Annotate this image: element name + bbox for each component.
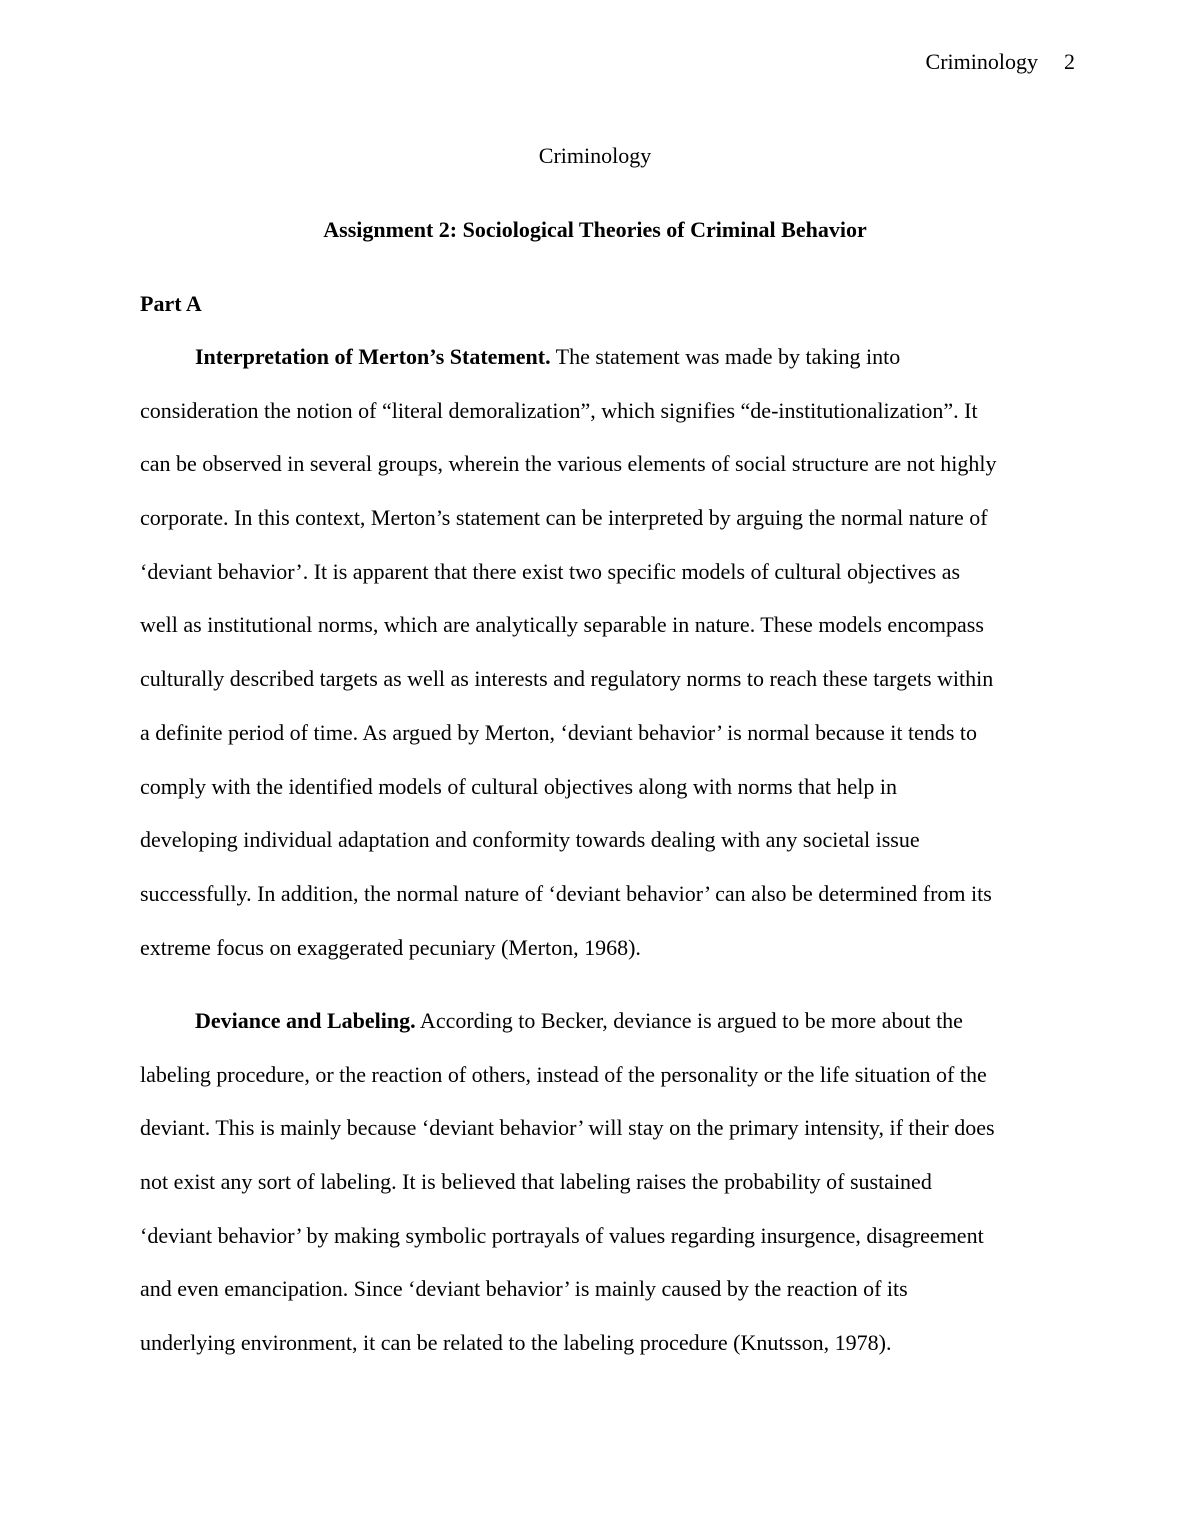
- paragraph-line: not exist any sort of labeling. It is believed that labeling raises the probability of sustained: [140, 1169, 932, 1195]
- paragraph-labeling: [140, 1007, 1052, 1383]
- paragraph-line: and even emancipation. Since ‘deviant behavior’ is mainly caused by the reaction of its: [140, 1276, 908, 1302]
- paragraph-line: can be observed in several groups, wherein the various elements of social structure are not highly: [140, 451, 997, 477]
- assignment-subtitle: Assignment 2: Sociological Theories of Criminal Behavior: [323, 217, 867, 242]
- paragraph-merton: [140, 343, 1052, 987]
- paragraph-text: According to Becker, deviance is argued to be more about the: [415, 1008, 963, 1033]
- paragraph-line: well as institutional norms, which are analytically separable in nature. These models encompass: [140, 612, 984, 638]
- paragraph-line: developing individual adaptation and conformity towards dealing with any societal issue: [140, 827, 920, 853]
- paragraph-line: consideration the notion of “literal demoralization”, which signifies “de-institutionalization”. It: [140, 397, 978, 423]
- paragraph-line: deviant. This is mainly because ‘deviant behavior’ will stay on the primary intensity, if their does: [140, 1115, 995, 1141]
- paragraph-line: extreme focus on exaggerated pecuniary (Merton, 1968).: [140, 934, 641, 960]
- paragraph-line: comply with the identified models of cultural objectives along with norms that help in: [140, 773, 898, 799]
- paragraph-line: [140, 1007, 1052, 1061]
- running-head-title: Criminology: [925, 49, 1038, 74]
- paragraph-line: ‘deviant behavior’ by making symbolic portrayals of values regarding insurgence, disagreement: [140, 1222, 984, 1248]
- paragraph-line: [140, 343, 1052, 397]
- document-title: Criminology: [538, 143, 652, 168]
- paragraph-heading: Deviance and Labeling.: [195, 1008, 416, 1033]
- paragraph-line: labeling procedure, or the reaction of others, instead of the personality or the life situation of the: [140, 1061, 987, 1087]
- paragraph-line: corporate. In this context, Merton’s statement can be interpreted by arguing the normal nature of: [140, 505, 988, 531]
- running-head: [926, 48, 1075, 76]
- paragraph-line: ‘deviant behavior’. It is apparent that there exist two specific models of cultural objectives as: [140, 558, 961, 584]
- page-number: 2: [1064, 49, 1075, 74]
- section-heading-part-a: Part A: [140, 291, 202, 316]
- paragraph-line: a definite period of time. As argued by Merton, ‘deviant behavior’ is normal because it tends to: [140, 719, 977, 745]
- paragraph-line: culturally described targets as well as interests and regulatory norms to reach these targets within: [140, 666, 994, 692]
- paragraph-line: underlying environment, it can be related to the labeling procedure (Knutsson, 1978).: [140, 1330, 892, 1356]
- paragraph-text: The statement was made by taking into: [550, 344, 901, 369]
- paragraph-line: successfully. In addition, the normal nature of ‘deviant behavior’ can also be determined from its: [140, 880, 992, 906]
- paragraph-heading: Interpretation of Merton’s Statement.: [195, 344, 551, 369]
